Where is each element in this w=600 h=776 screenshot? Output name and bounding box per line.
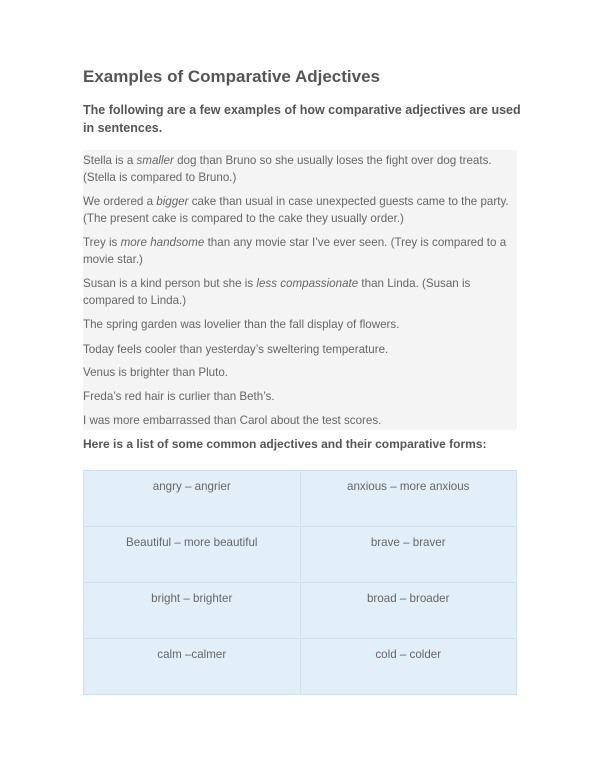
example-sentence: I was more embarrassed than Carol about the test scores. xyxy=(83,414,382,427)
table-cell: brave – braver xyxy=(300,527,517,583)
comparatives-table xyxy=(83,470,517,695)
page-title: Examples of Comparative Adjectives xyxy=(83,67,380,86)
table-cell: anxious – more anxious xyxy=(300,471,517,527)
table-row xyxy=(84,583,517,639)
table-cell: bright – brighter xyxy=(84,583,301,639)
table-cell: calm –calmer xyxy=(84,639,301,695)
example-sentence: Freda’s red hair is curlier than Beth’s. xyxy=(83,390,275,403)
example-sentence: Venus is brighter than Pluto. xyxy=(83,366,229,379)
example-sentence: Today feels cooler than yesterday’s sweltering temperature. xyxy=(83,343,389,356)
example-sentence: The spring garden was lovelier than the fall display of flowers. xyxy=(83,318,400,331)
table-cell: broad – broader xyxy=(300,583,517,639)
table-row xyxy=(84,527,517,583)
list-heading: Here is a list of some common adjectives and their comparative forms: xyxy=(83,437,487,451)
example-sentence: Susan is a kind person but she is less compassionate than Linda. (Susan is compared to Linda.) xyxy=(83,277,471,307)
table-cell: cold – colder xyxy=(300,639,517,695)
example-sentence: We ordered a bigger cake than usual in case unexpected guests came to the party. (The present cake is compared to the cake they usually order.) xyxy=(83,195,509,225)
table-cell: Beautiful – more beautiful xyxy=(84,527,301,583)
intro-text: The following are a few examples of how comparative adjectives are used in sentences. xyxy=(83,103,521,135)
table-cell: angry – angrier xyxy=(84,471,301,527)
table-row xyxy=(84,471,517,527)
examples-box xyxy=(83,150,517,430)
example-sentence: Stella is a smaller dog than Bruno so she usually loses the fight over dog treats. (Stella is compared to Bruno.) xyxy=(83,154,492,184)
example-sentence: Trey is more handsome than any movie star I’ve ever seen. (Trey is compared to a movie star.) xyxy=(83,236,507,266)
table-row xyxy=(84,639,517,695)
